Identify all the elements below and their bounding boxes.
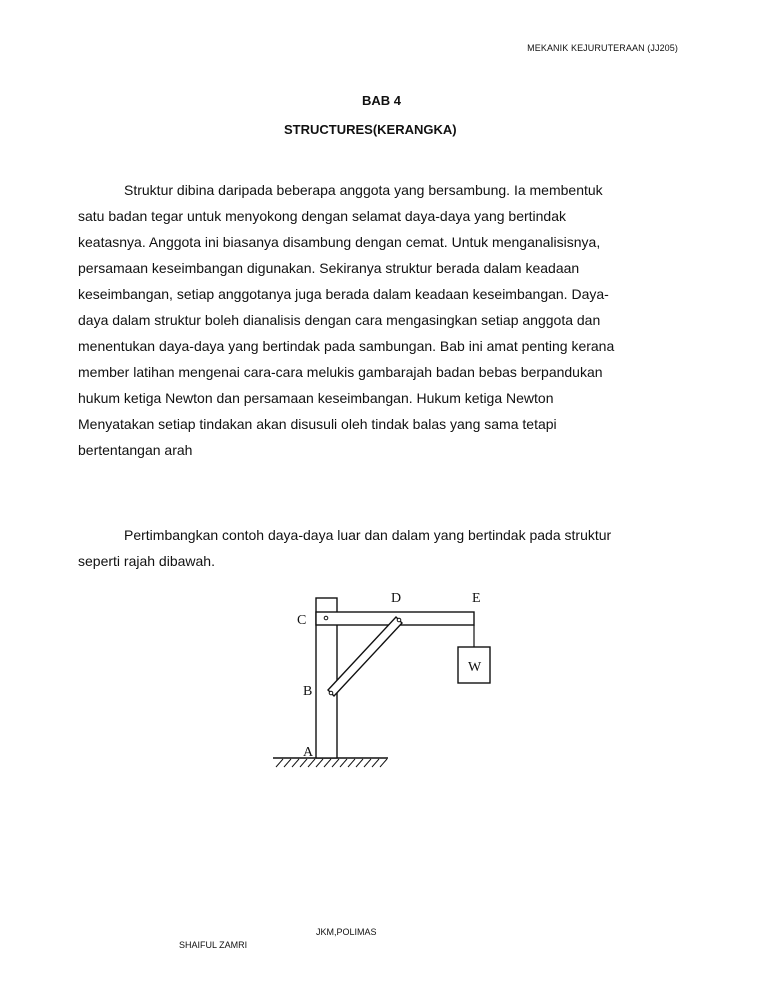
label-d: D: [391, 591, 402, 606]
footer-author: SHAIFUL ZAMRI: [179, 940, 248, 950]
paragraph-line: persamaan keseimbangan digunakan. Sekiranya struktur berada dalam keadaan: [78, 260, 580, 276]
paragraph-line: daya dalam struktur boleh dianalisis dengan cara mengasingkan setiap anggota dan: [78, 312, 601, 328]
paragraph-line: Struktur dibina daripada beberapa anggota yang bersambung. Ia membentuk: [124, 182, 603, 198]
chapter-number: BAB 4: [362, 93, 402, 108]
paragraph-line: menentukan daya-daya yang bertindak pada sambungan. Bab ini amat penting kerana: [78, 338, 615, 354]
example-paragraph: [78, 522, 678, 574]
footer-institution: JKM,POLIMAS: [316, 927, 377, 937]
paragraph-line: hukum ketiga Newton dan persamaan keseimbangan. Hukum ketiga Newton: [78, 390, 554, 406]
paragraph-line: seperti rajah dibawah.: [78, 553, 215, 569]
paragraph-line: member latihan mengenai cara-cara melukis gambarajah badan bebas berpandukan: [78, 364, 603, 380]
intro-paragraph: [78, 177, 678, 463]
structure-diagram: [268, 585, 508, 775]
diagonal-strut: [328, 617, 402, 696]
ground-hatching: [276, 759, 387, 767]
chapter-title: STRUCTURES(KERANGKA): [284, 122, 457, 137]
paragraph-line: keatasnya. Anggota ini biasanya disambung dengan cemat. Untuk menganalisisnya,: [78, 234, 601, 250]
header-course-code: MEKANIK KEJURUTERAAN (JJ205): [527, 43, 678, 53]
label-c: C: [297, 613, 307, 628]
paragraph-line: satu badan tegar untuk menyokong dengan selamat daya-daya yang bertindak: [78, 208, 567, 224]
label-a: A: [303, 745, 314, 760]
paragraph-line: keseimbangan, setiap anggotanya juga berada dalam keadaan keseimbangan. Daya-: [78, 286, 609, 302]
pin-c: [324, 616, 328, 620]
paragraph-line: Pertimbangkan contoh daya-daya luar dan dalam yang bertindak pada struktur: [124, 527, 612, 543]
paragraph-line: Menyatakan setiap tindakan akan disusuli oleh tindak balas yang sama tetapi: [78, 416, 557, 432]
structure-diagram-svg: [268, 585, 508, 775]
label-w: W: [468, 660, 482, 675]
label-e: E: [472, 591, 481, 606]
paragraph-line: bertentangan arah: [78, 442, 193, 458]
pin-d: [397, 618, 401, 622]
pin-b: [329, 691, 333, 695]
label-b: B: [303, 684, 313, 699]
